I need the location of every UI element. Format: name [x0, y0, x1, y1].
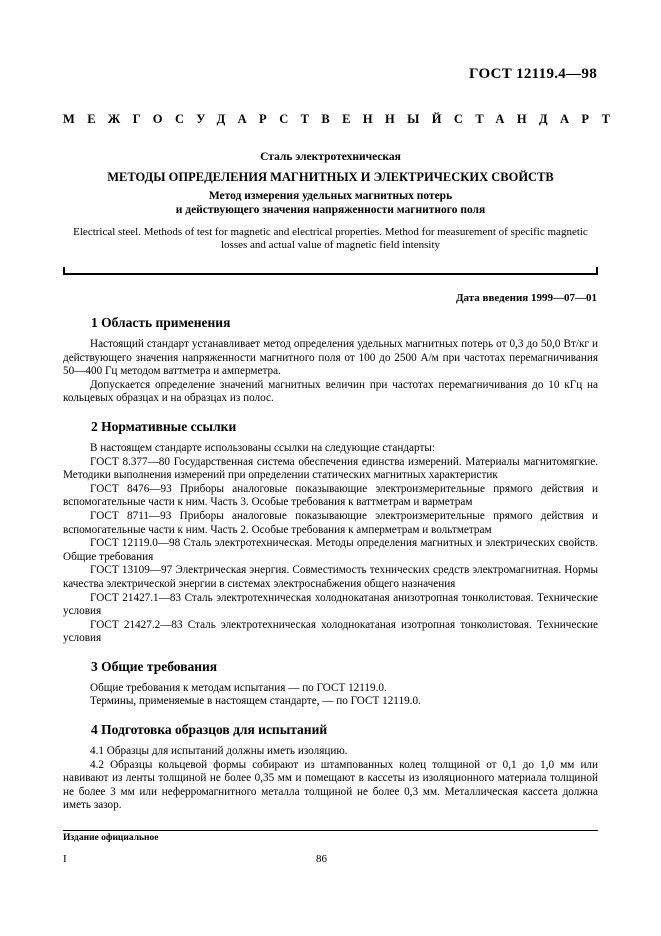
paragraph: Общие требования к методам испытания — по ГОСТ 12119.0. [90, 681, 387, 694]
section-3 [63, 658, 598, 709]
gost-code: ГОСТ 12119.4—98 [468, 66, 597, 82]
title-main: МЕТОДЫ ОПРЕДЕЛЕНИЯ МАГНИТНЫХ И ЭЛЕКТРИЧЕСКИХ СВОЙСТВ [107, 170, 554, 184]
interstate-word: МЕЖГОСУДАРСТВЕННЫЙ [63, 112, 454, 126]
footer-roman-numeral: I [63, 853, 67, 865]
reference-item: ГОСТ 21427.2—83 Сталь электротехническая холоднокатаная изотропная тонколистовая. Технические условия [63, 618, 598, 645]
title-rule-right-tick [596, 267, 598, 274]
section-heading: 1 Область применения [91, 315, 231, 330]
page-number: 86 [316, 853, 327, 865]
paragraph: Допускается определение значений магнитных величин при частотах перемагничивания до 10 кГц на кольцевых образцах и на образцах из полос. [63, 378, 598, 405]
paragraph: 4.1 Образцы для испытаний должны иметь изоляцию. [90, 745, 348, 758]
paragraph: В настоящем стандарте использованы ссылки на следующие стандарты: [90, 441, 435, 454]
reference-item: ГОСТ 8711—93 Приборы аналоговые показывающие электроизмерительные прямого действия и вспомогательные части к ним. Часть 2. Особые требования к амперметрам и вольтметрам [63, 509, 598, 536]
reference-item: ГОСТ 8.377—80 Государственная система обеспечения единства измерений. Материалы магнитомягкие. Методики выполнения измерений при определении статических магнитных характеристик [63, 455, 598, 482]
footer-rule [63, 830, 598, 831]
title-rule [63, 273, 598, 275]
section-heading: 4 Подготовка образцов для испытаний [91, 722, 328, 738]
title-line-1: Сталь электротехническая [260, 151, 401, 163]
reference-item: ГОСТ 12119.0—98 Сталь электротехническая. Методы определения магнитных и электрических свойств. Общие требования [63, 537, 598, 563]
title-line-3: Метод измерения удельных магнитных потерь [208, 190, 453, 202]
paragraph: 4.2 Образцы кольцевой формы собирают из штампованных колец толщиной от 0,1 до 1,0 мм или навивают из ленты толщиной не более 0,35 мм и помещают в кассеты из изоляционного материала толщиной не более 3 мм или неферромагнитного металла толщиной не более 0,3 мм. Металлическая кассета должна иметь зазор. [63, 758, 598, 812]
section-heading: 2 Нормативные ссылки [91, 418, 237, 434]
title-block [63, 150, 598, 217]
paragraph: Термины, применяемые в настоящем стандарте, — по ГОСТ 12119.0. [90, 695, 421, 708]
title-english: Electrical steel. Methods of test for magnetic and electrical properties. Method for measurement of specific magnetic losses and actual value of magnetic field intensity [73, 226, 588, 251]
document-body [63, 314, 598, 825]
date-of-introduction: Дата введения 1999—07—01 [455, 292, 597, 304]
section-1 [63, 314, 598, 406]
title-line-4: и действующего значения напряженности магнитного поля [175, 204, 486, 216]
section-2 [63, 418, 598, 646]
section-heading: 3 Общие требования [91, 658, 218, 674]
interstate-standard-banner [63, 112, 623, 127]
reference-item: ГОСТ 21427.1—83 Сталь электротехническая холоднокатаная анизотропная тонколистовая. Технические условия [63, 591, 598, 618]
standard-word: СТАНДАРТ [453, 112, 623, 126]
reference-item: ГОСТ 13109—97 Электрическая энергия. Совместимость технических средств электромагнитная. Нормы качества электрической энергии в системах электроснабжения общего назначения [63, 564, 598, 590]
section-4 [63, 721, 598, 813]
official-edition-label: Издание официальное [63, 833, 159, 843]
reference-item: ГОСТ 8476—93 Приборы аналоговые показывающие электроизмерительные прямого действия и вспомогательные части к ним. Часть 3. Особые требования к ваттметрам и варметрам [63, 482, 598, 509]
paragraph: Настоящий стандарт устанавливает метод определения удельных магнитных потерь от 0,3 до 50,0 Вт/кг и действующего значения напряженности магнитного поля от 100 до 2500 А/м при частотах перемагничивания 50—400 Гц методом ваттметра и амперметра. [63, 338, 598, 378]
